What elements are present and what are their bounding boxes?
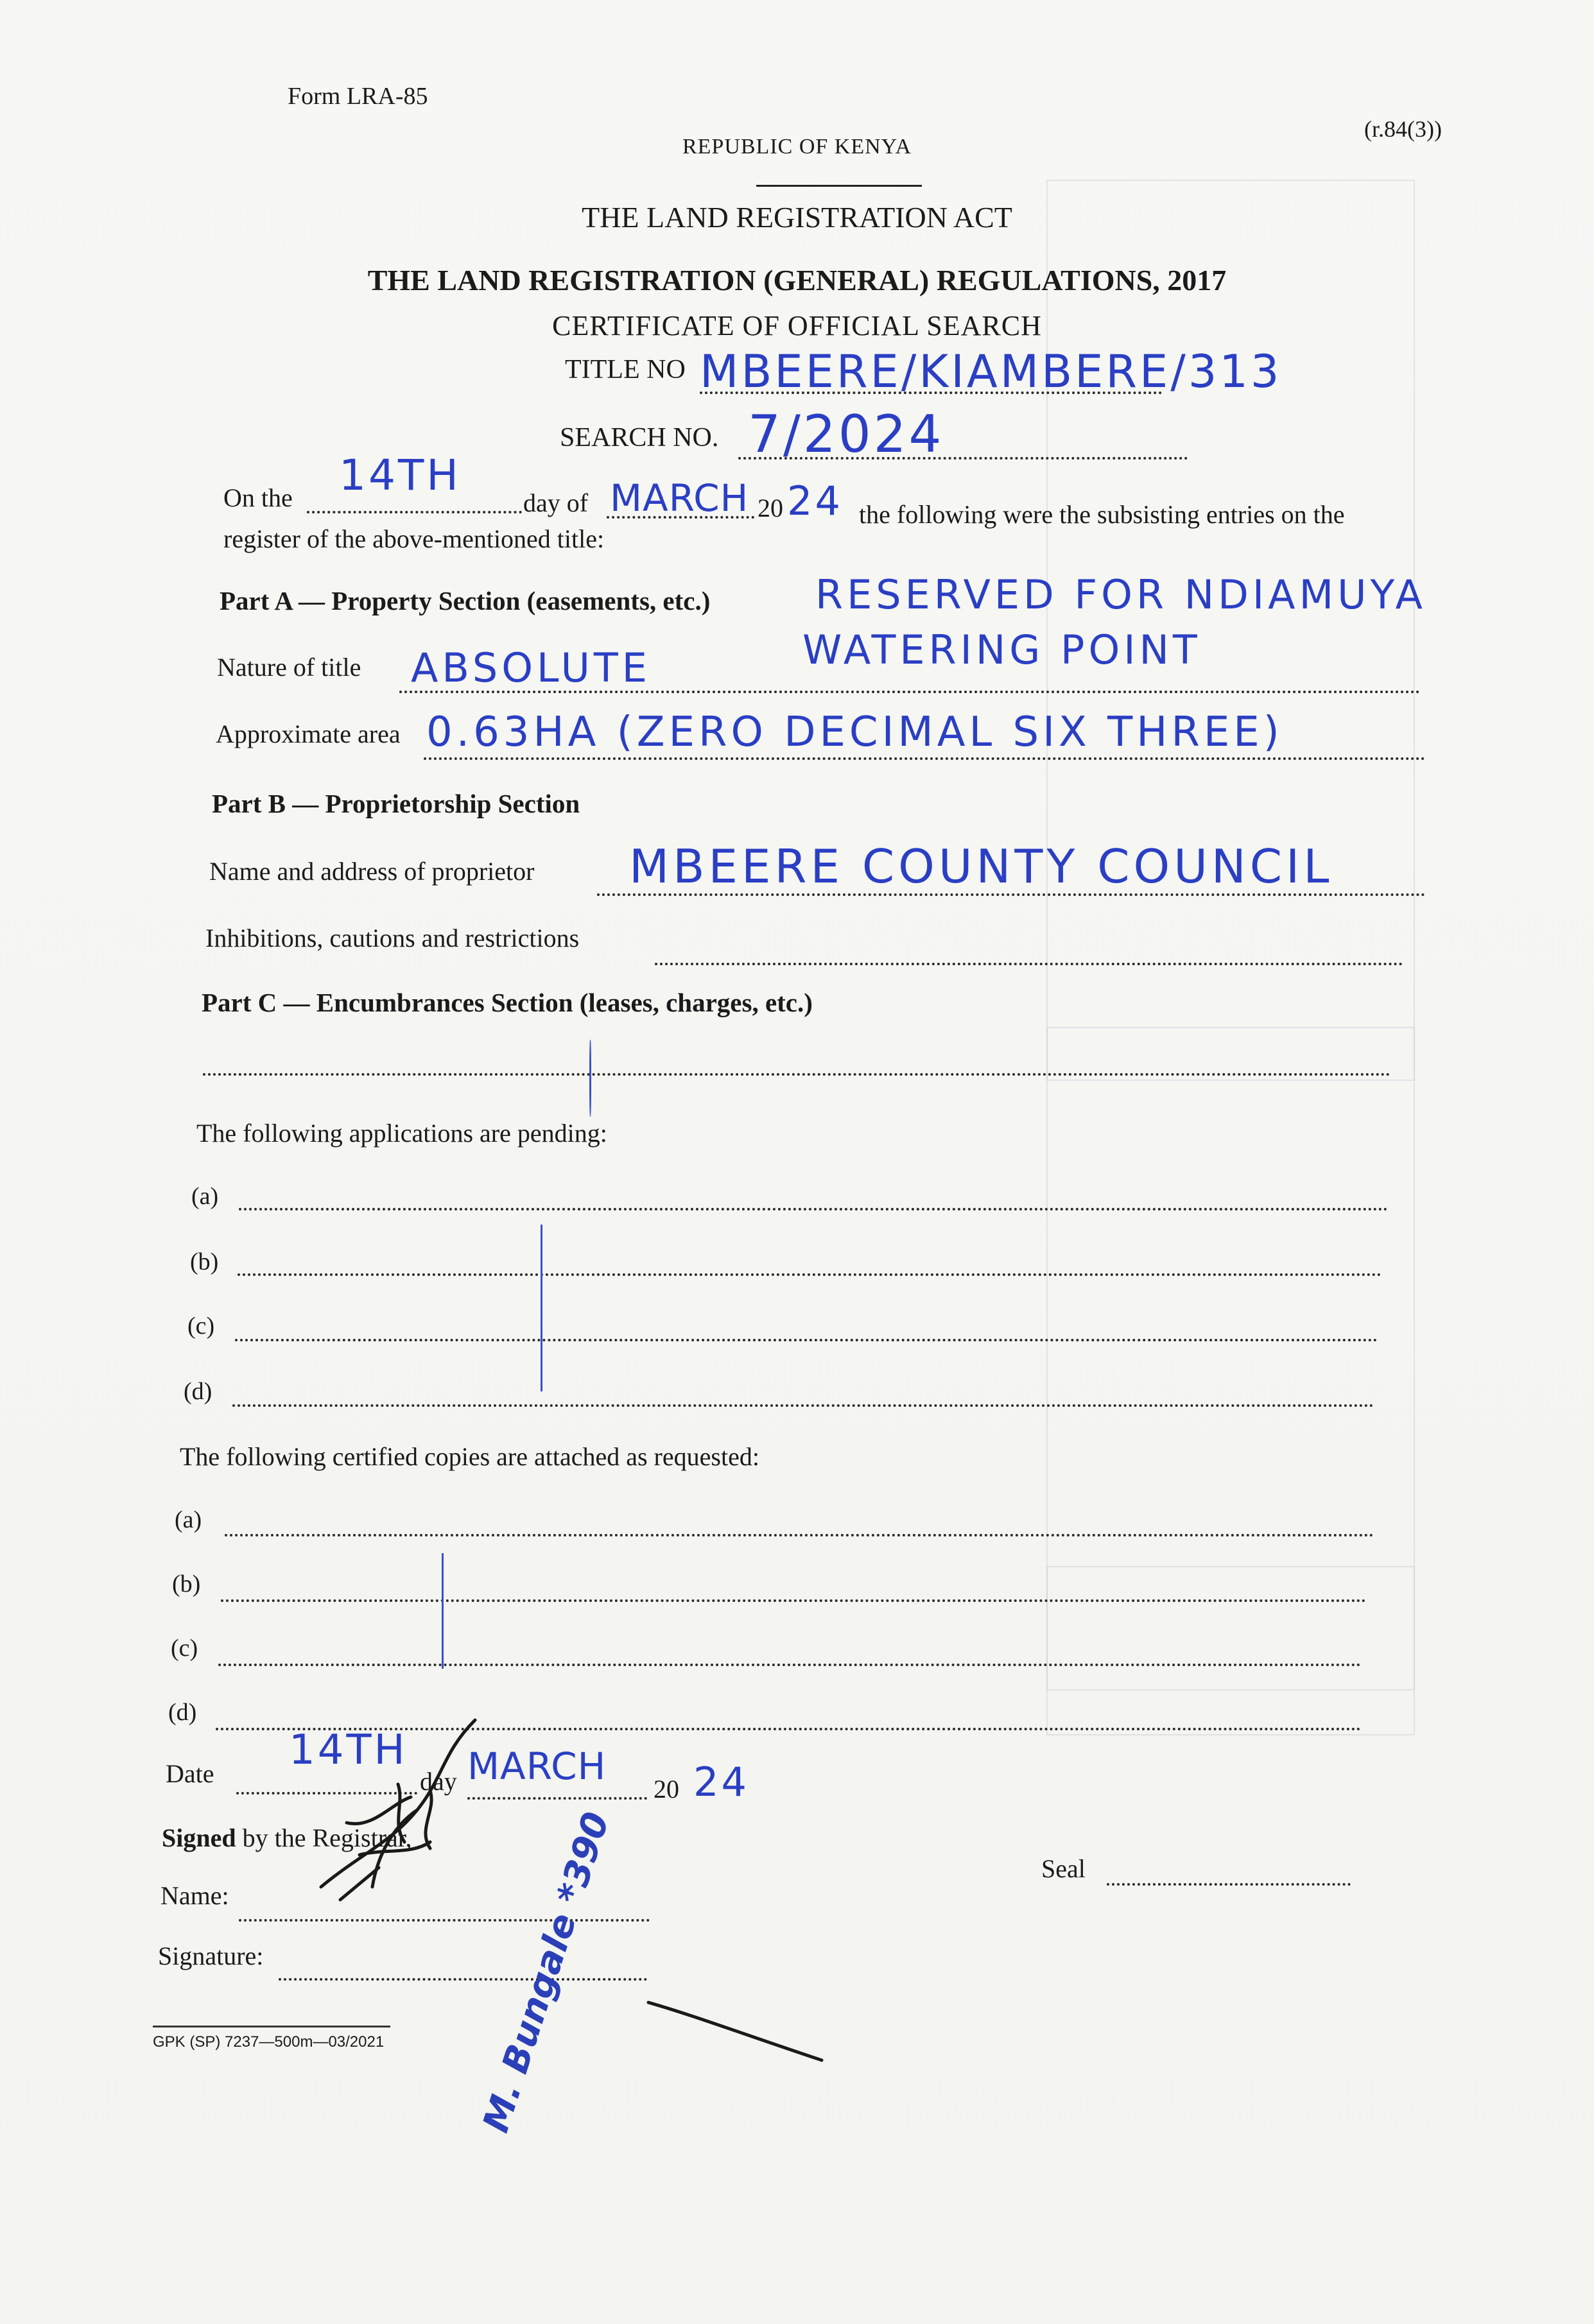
pending-applications-heading: The following applications are pending: <box>196 1119 607 1148</box>
registrar-name-label: Name: <box>160 1881 229 1910</box>
registrar-signature-line <box>279 1978 647 1981</box>
officer-stamp: M. Bungale *390 <box>475 1807 618 2138</box>
signed-by-rest: by the Registrar, <box>236 1823 412 1852</box>
act-heading: THE LAND REGISTRATION ACT <box>582 201 1012 234</box>
part-b-heading: Part B — Proprietorship Section <box>212 789 580 818</box>
form-number: Form LRA-85 <box>288 83 428 110</box>
printer-code: GPK (SP) 7237—500m—03/2021 <box>153 2033 385 2051</box>
month-value: MARCH <box>610 476 749 520</box>
seal-label: Seal <box>1041 1854 1086 1883</box>
copies-item-d: (d) <box>168 1699 197 1726</box>
year-value: 24 <box>787 478 843 524</box>
copies-line-c <box>218 1664 1361 1666</box>
approximate-area-label: Approximate area <box>216 719 401 748</box>
pending-item-c: (c) <box>187 1313 215 1339</box>
copies-item-b: (b) <box>172 1571 201 1597</box>
pending-item-a: (a) <box>191 1183 219 1210</box>
approximate-area-line <box>424 757 1425 760</box>
approximate-area-value: 0.63HA (ZERO DECIMAL SIX THREE) <box>426 709 1283 756</box>
search-no-value: 7/2024 <box>748 404 944 464</box>
pending-line-c <box>235 1339 1378 1341</box>
pending-line-b <box>238 1273 1382 1276</box>
signed-word: Signed <box>162 1823 236 1852</box>
search-no-label: SEARCH NO. <box>560 423 719 452</box>
subsisting-text: the following were the subsisting entries on the <box>859 500 1345 529</box>
heading-rule <box>756 185 922 187</box>
copies-line-a <box>225 1534 1374 1536</box>
pending-item-d: (d) <box>184 1378 212 1405</box>
proprietor-line <box>597 893 1425 896</box>
republic-heading: REPUBLIC OF KENYA <box>682 135 912 159</box>
printer-code-rule <box>153 2026 390 2027</box>
rule-reference: (r.84(3)) <box>1364 116 1442 142</box>
copies-item-a: (a) <box>175 1506 202 1533</box>
year-prefix: 20 <box>758 494 783 522</box>
day-line <box>307 511 522 513</box>
part-c-heading: Part C — Encumbrances Section (leases, charges, etc.) <box>202 988 813 1017</box>
date-label: Date <box>166 1759 214 1788</box>
title-no-value: MBEERE/KIAMBERE/313 <box>700 345 1282 398</box>
certified-copies-heading: The following certified copies are attached as requested: <box>180 1442 759 1471</box>
nil-stroke <box>589 1040 591 1117</box>
inhibitions-label: Inhibitions, cautions and restrictions <box>205 924 580 952</box>
show-through-table-row <box>1046 1566 1415 1735</box>
pending-item-b: (b) <box>190 1248 219 1275</box>
registrar-signature-label: Signature: <box>158 1941 264 1970</box>
date-day-word: day <box>420 1767 457 1796</box>
inhibitions-line <box>655 963 1403 965</box>
nil-stroke <box>541 1225 542 1391</box>
copies-item-c: (c) <box>171 1635 198 1662</box>
seal-line <box>1107 1883 1351 1886</box>
date-year-value: 24 <box>693 1759 749 1805</box>
copies-line-b <box>221 1599 1366 1602</box>
proprietor-label: Name and address of proprietor <box>209 857 535 886</box>
date-year-prefix: 20 <box>654 1775 679 1803</box>
part-a-heading: Part A — Property Section (easements, etc.) <box>220 586 711 615</box>
pending-line-a <box>239 1208 1388 1210</box>
encumbrances-line <box>203 1073 1390 1076</box>
on-the-label: On the <box>223 483 293 512</box>
ink-stroke <box>642 1990 835 2067</box>
pending-line-d <box>232 1404 1374 1407</box>
easement-entry-line2: WATERING POINT <box>802 626 1201 673</box>
day-value: 14TH <box>339 451 461 500</box>
nil-stroke <box>442 1553 444 1669</box>
nature-of-title-label: Nature of title <box>217 653 361 682</box>
show-through-table <box>1046 180 1415 1691</box>
certificate-heading: CERTIFICATE OF OFFICIAL SEARCH <box>552 310 1042 341</box>
nature-of-title-value: ABSOLUTE <box>411 644 651 691</box>
day-of-label: day of <box>523 488 589 517</box>
registrar-signature <box>282 1694 514 1925</box>
regulations-heading: THE LAND REGISTRATION (GENERAL) REGULATIONS, 2017 <box>367 264 1227 297</box>
easement-entry-line1: RESERVED FOR NDIAMUYA <box>815 571 1426 618</box>
proprietor-value: MBEERE COUNTY COUNCIL <box>629 839 1333 893</box>
date-day-value: 14TH <box>289 1726 408 1774</box>
title-no-label: TITLE NO <box>565 355 686 384</box>
date-month-value: MARCH <box>467 1744 607 1788</box>
register-line: register of the above-mentioned title: <box>223 524 605 553</box>
